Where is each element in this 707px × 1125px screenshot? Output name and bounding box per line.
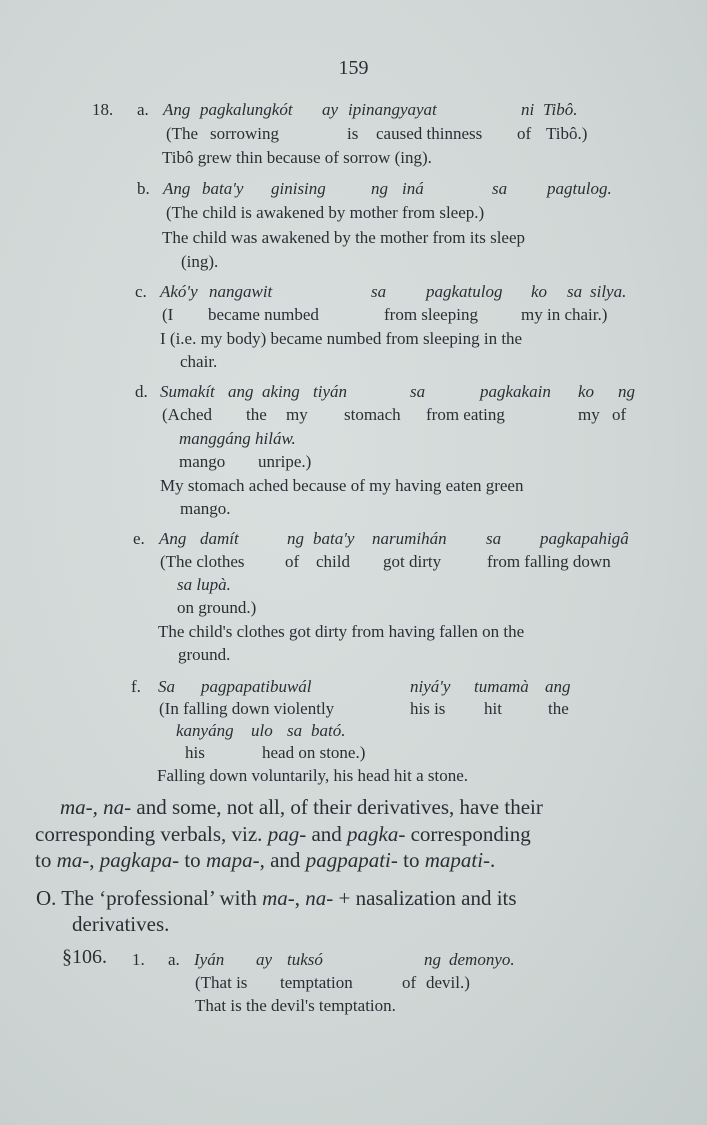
tagalog-word: iná (402, 179, 424, 198)
tagalog-word: ni (521, 100, 535, 119)
tagalog-word: sa (287, 721, 303, 740)
example-letter: a. (137, 100, 149, 119)
translation: The child was awakened by the mother from its sleep (162, 228, 526, 247)
gloss-word: temptation (280, 973, 353, 992)
tagalog-word: demonyo. (449, 950, 515, 969)
gloss-word: (In falling down violently (159, 699, 335, 718)
tagalog-word: Ang (163, 100, 191, 119)
gloss-word: Tibô.) (546, 124, 588, 143)
translation: Tibô grew thin because of sorrow (ing). (162, 148, 432, 167)
tagalog-word: Sumakít (160, 382, 215, 401)
tagalog-line: manggáng hiláw. (179, 429, 296, 448)
paragraph-line-2: corresponding verbals, viz. pag- and pagka- corresponding (35, 822, 531, 846)
gloss-word: mango (179, 452, 226, 471)
tagalog-word: bata'y (202, 179, 244, 198)
tagalog-word: damít (200, 529, 239, 548)
tagalog-word: pagkakain (480, 382, 551, 401)
section-o-heading-line-2: derivatives. (72, 912, 170, 936)
tagalog-word: sa (410, 382, 426, 401)
tagalog-word: pagpapatibuwál (201, 677, 312, 696)
gloss-line: on ground.) (177, 598, 257, 617)
example-letter: d. (135, 382, 148, 401)
tagalog-word: bata'y (313, 529, 355, 548)
tagalog-word: sa (492, 179, 508, 198)
gloss-word: unripe.) (258, 452, 312, 471)
tagalog-word: aking (262, 382, 300, 401)
tagalog-word: tumamà (474, 677, 529, 696)
translation: That is the devil's temptation. (195, 996, 396, 1015)
gloss-word: from falling down (487, 552, 611, 571)
gloss-word: devil.) (426, 973, 470, 992)
tagalog-word: nangawit (209, 282, 273, 301)
gloss-word: (That is (195, 973, 248, 992)
example-number: 18. (92, 100, 114, 119)
gloss-word: of (612, 405, 627, 424)
tagalog-word: ang (228, 382, 254, 401)
gloss-word: became numbed (208, 305, 319, 324)
gloss-word: of (402, 973, 417, 992)
example-letter: e. (133, 529, 145, 548)
example-letter: f. (131, 677, 141, 696)
tagalog-word: Ang (159, 529, 187, 548)
tagalog-word: Ang (163, 179, 191, 198)
gloss-word: hit (484, 699, 502, 718)
gloss-word: of (517, 124, 532, 143)
tagalog-word: sa (567, 282, 583, 301)
gloss-word: my in chair.) (521, 305, 608, 324)
tagalog-word: ko (531, 282, 548, 301)
tagalog-word: ng (618, 382, 635, 401)
tagalog-word: ng (371, 179, 388, 198)
tagalog-line: sa lupà. (177, 575, 231, 594)
translation: Falling down voluntarily, his head hit a stone. (157, 766, 468, 785)
tagalog-word: ulo (251, 721, 273, 740)
gloss-line: (The child is awakened by mother from sleep.) (166, 203, 485, 222)
page-number: 159 (338, 57, 369, 79)
paragraph-line-1: ma-, na- and some, not all, of their derivatives, have their (60, 795, 543, 819)
tagalog-word: narumihán (372, 529, 447, 548)
gloss-word: is (347, 124, 359, 143)
tagalog-word: ng (424, 950, 441, 969)
translation: (ing). (181, 252, 219, 271)
gloss-word: his (185, 743, 205, 762)
tagalog-word: silya. (590, 282, 627, 301)
translation: The child's clothes got dirty from having fallen on the (158, 622, 525, 641)
gloss-word: caused thinness (376, 124, 483, 143)
tagalog-word: pagkapahigâ (540, 529, 629, 548)
tagalog-word: kanyáng (176, 721, 234, 740)
tagalog-word: Iyán (194, 950, 225, 969)
gloss-word: (The (166, 124, 199, 143)
section-o-heading: O. The ‘professional’ with ma-, na- + nasalization and its (36, 886, 517, 910)
tagalog-word: tuksó (287, 950, 323, 969)
tagalog-word: bató. (311, 721, 346, 740)
translation: I (i.e. my body) became numbed from sleeping in the (160, 329, 523, 348)
tagalog-word: ang (545, 677, 571, 696)
translation: My stomach ached because of my having eaten green (160, 476, 524, 495)
gloss-word: (I (162, 305, 174, 324)
tagalog-word: pagtulog. (547, 179, 612, 198)
tagalog-word: sa (371, 282, 387, 301)
tagalog-word: ginising (271, 179, 326, 198)
example-letter: a. (168, 950, 180, 969)
gloss-word: my (286, 405, 308, 424)
gloss-word: head on stone.) (262, 743, 366, 762)
example-letter: b. (137, 179, 150, 198)
paragraph-line-3: to ma-, pagkapa- to mapa-, and pagpapati- to mapati-. (35, 848, 496, 872)
translation: ground. (178, 645, 231, 664)
section-number: §106. (62, 946, 107, 968)
gloss-word: got dirty (383, 552, 442, 571)
gloss-word: his is (410, 699, 446, 718)
tagalog-word: Tibô. (543, 100, 578, 119)
tagalog-word: ay (322, 100, 339, 119)
example-letter: c. (135, 282, 147, 301)
example-number: 1. (132, 950, 145, 969)
gloss-word: from eating (426, 405, 505, 424)
tagalog-word: tiyán (313, 382, 347, 401)
tagalog-word: Sa (158, 677, 175, 696)
gloss-word: stomach (344, 405, 401, 424)
tagalog-word: pagkalungkót (200, 100, 293, 119)
gloss-word: the (548, 699, 569, 718)
gloss-word: (Ached (162, 405, 213, 424)
tagalog-word: ng (287, 529, 304, 548)
translation: mango. (180, 499, 231, 518)
gloss-word: the (246, 405, 267, 424)
tagalog-word: Akó'y (160, 282, 198, 301)
gloss-word: of (285, 552, 300, 571)
gloss-word: sorrowing (210, 124, 279, 143)
gloss-word: my (578, 405, 600, 424)
tagalog-word: ko (578, 382, 595, 401)
tagalog-word: pagkatulog (426, 282, 503, 301)
translation: chair. (180, 352, 218, 371)
gloss-word: from sleeping (384, 305, 478, 324)
tagalog-word: ay (256, 950, 273, 969)
tagalog-word: sa (486, 529, 502, 548)
tagalog-word: niyá'y (410, 677, 451, 696)
tagalog-word: ipinangyayat (348, 100, 437, 119)
gloss-word: child (316, 552, 350, 571)
gloss-word: (The clothes (160, 552, 245, 571)
